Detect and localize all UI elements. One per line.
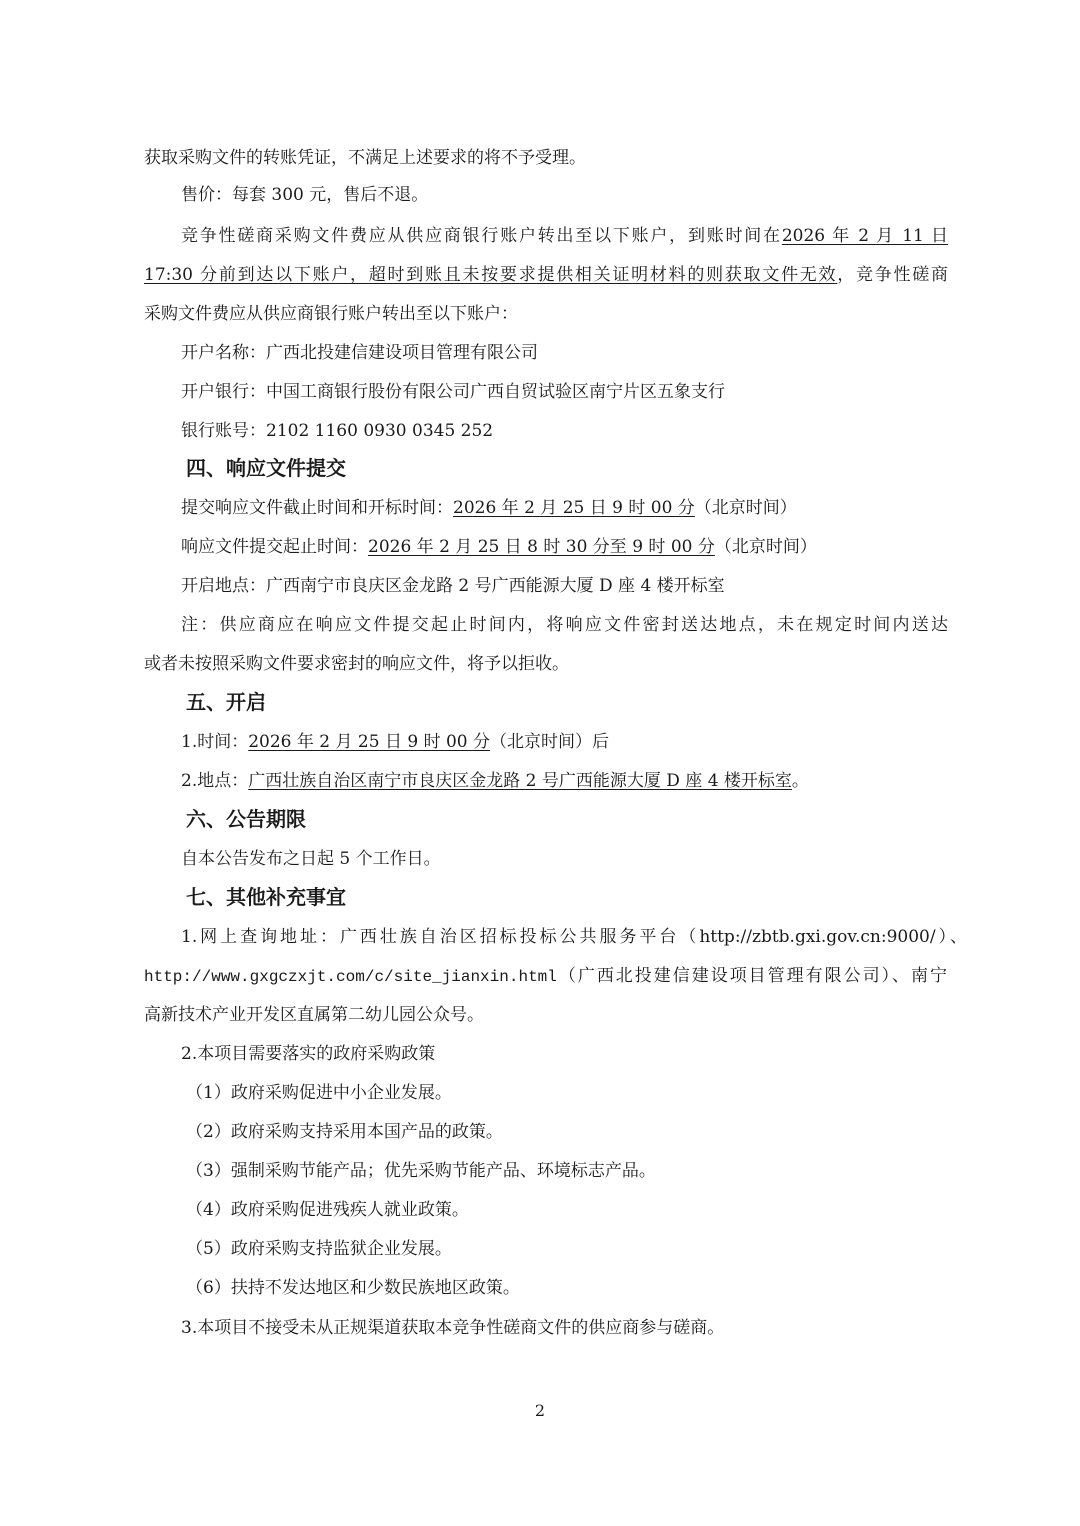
fee-line-2 bbox=[144, 263, 948, 287]
text: （3）强制采购节能产品；优先采购节能产品、环境标志产品。 bbox=[186, 1161, 656, 1181]
policy-heading bbox=[181, 1042, 985, 1066]
text: （北京时间） bbox=[714, 537, 817, 557]
text: ，竞争性磋商 bbox=[837, 265, 948, 285]
account-number bbox=[181, 419, 985, 443]
fee-line-1 bbox=[181, 224, 948, 248]
price-line bbox=[181, 183, 985, 207]
account-name bbox=[181, 341, 985, 365]
underlined-date: 2026 年 2 月 11 日 bbox=[781, 226, 949, 246]
text: 。 bbox=[791, 771, 809, 791]
policy-item bbox=[186, 1237, 990, 1261]
text: 或者未按照采购文件要求密封的响应文件，将予以拒收。 bbox=[144, 654, 569, 674]
opening-location bbox=[181, 769, 985, 793]
text: 提交响应文件截止时间和开标时间： bbox=[181, 498, 453, 518]
text: （5）政府采购支持监狱企业发展。 bbox=[186, 1239, 452, 1259]
text: 竞争性磋商采购文件费应从供应商银行账户转出至以下账户，到账时间在 bbox=[181, 226, 782, 246]
website-url: http://www.gxgczxjt.com/c/site_jianxin.html bbox=[144, 968, 557, 986]
note-line-1 bbox=[181, 613, 948, 637]
text: 3.本项目不接受未从正规渠道获取本竞争性磋商文件的供应商参与磋商。 bbox=[181, 1318, 725, 1338]
text: （北京时间）后 bbox=[490, 732, 610, 752]
text: 售价：每套 300 元，售后不退。 bbox=[181, 185, 429, 205]
policy-item bbox=[186, 1198, 990, 1222]
text: （北京时间） bbox=[694, 498, 797, 518]
deadline-line bbox=[181, 496, 985, 520]
query-line-3 bbox=[144, 1003, 948, 1027]
text: 开户名称：广西北投建信建设项目管理有限公司 bbox=[181, 343, 538, 363]
underlined-time: 2026 年 2 月 25 日 8 时 30 分至 9 时 00 分 bbox=[368, 537, 715, 557]
underlined-deadline: 17:30 分前到达以下账户，超时到账且未按要求提供相关证明材料的则获取文件无效 bbox=[144, 265, 838, 285]
section-6-heading: 六、公告期限 bbox=[186, 807, 306, 831]
page-number: 2 bbox=[534, 1401, 546, 1420]
query-line-2 bbox=[144, 964, 947, 989]
query-line-1 bbox=[181, 925, 967, 949]
text: 自本公告发布之日起 5 个工作日。 bbox=[181, 849, 441, 869]
policy-item bbox=[186, 1120, 990, 1144]
section-4-heading: 四、响应文件提交 bbox=[186, 456, 346, 480]
period-line bbox=[181, 535, 985, 559]
opening-time bbox=[181, 730, 985, 754]
notice-period bbox=[181, 847, 985, 871]
text: 2.本项目需要落实的政府采购政策 bbox=[181, 1044, 436, 1064]
section-5-heading: 五、开启 bbox=[186, 690, 266, 714]
text: 注：供应商应在响应文件提交起止时间内，将响应文件密封送达地点，未在规定时间内送达 bbox=[181, 615, 948, 635]
text: 1.网上查询地址：广西壮族自治区招标投标公共服务平台（http://zbtb.gxi.gov.cn:9000/）、 bbox=[181, 927, 967, 947]
text: 银行账号：2102 1160 0930 0345 252 bbox=[181, 421, 494, 441]
text: （1）政府采购促进中小企业发展。 bbox=[186, 1083, 452, 1103]
text: （4）政府采购促进残疾人就业政策。 bbox=[186, 1200, 469, 1220]
underlined-time: 2026 年 2 月 25 日 9 时 00 分 bbox=[453, 498, 695, 518]
supplier-restriction bbox=[181, 1316, 985, 1340]
underlined-time: 2026 年 2 月 25 日 9 时 00 分 bbox=[248, 732, 491, 752]
text: 1.时间： bbox=[181, 732, 249, 752]
paragraph-line bbox=[144, 146, 948, 170]
account-bank bbox=[181, 380, 985, 404]
text: 2.地点： bbox=[181, 771, 249, 791]
text: 开启地点：广西南宁市良庆区金龙路 2 号广西能源大厦 D 座 4 楼开标室 bbox=[181, 576, 725, 596]
opening-place bbox=[181, 574, 985, 598]
text: 开户银行：中国工商银行股份有限公司广西自贸试验区南宁片区五象支行 bbox=[181, 382, 725, 402]
underlined-location: 广西壮族自治区南宁市良庆区金龙路 2 号广西能源大厦 D 座 4 楼开标室 bbox=[248, 771, 792, 791]
section-7-heading: 七、其他补充事宜 bbox=[186, 885, 346, 909]
policy-item bbox=[186, 1159, 990, 1183]
text: （2）政府采购支持采用本国产品的政策。 bbox=[186, 1122, 503, 1142]
text: （广西北投建信建设项目管理有限公司）、南宁 bbox=[556, 966, 947, 986]
text: 采购文件费应从供应商银行账户转出至以下账户： bbox=[144, 304, 518, 324]
note-line-2 bbox=[144, 652, 948, 676]
text: 高新技术产业开发区直属第二幼儿园公众号。 bbox=[144, 1005, 484, 1025]
policy-item bbox=[186, 1081, 990, 1105]
fee-line-3 bbox=[144, 302, 948, 326]
policy-item bbox=[186, 1276, 990, 1300]
text: 获取采购文件的转账凭证，不满足上述要求的将不予受理。 bbox=[144, 148, 586, 168]
text: （6）扶持不发达地区和少数民族地区政策。 bbox=[186, 1278, 520, 1298]
text: 响应文件提交起止时间： bbox=[181, 537, 368, 557]
